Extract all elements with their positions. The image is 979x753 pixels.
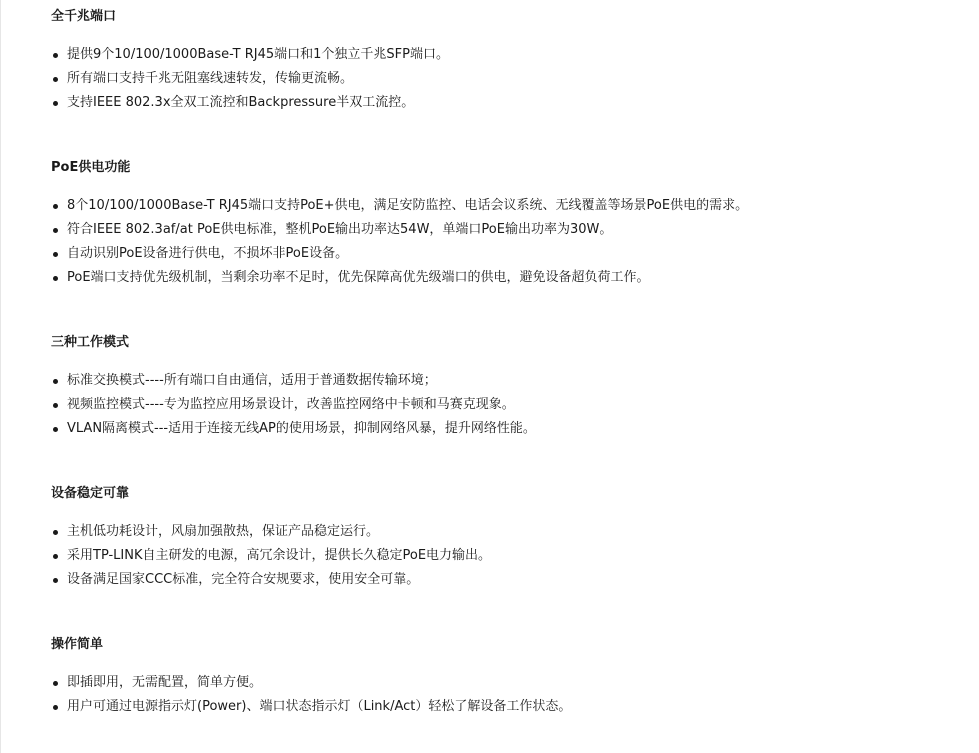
list-item	[51, 266, 748, 290]
list-item-text: 主机低功耗设计，风扇加强散热，保证产品稳定运行。	[67, 524, 380, 539]
bullet-icon	[53, 681, 58, 686]
list-item-text: 所有端口支持千兆无阻塞线速转发，传输更流畅。	[67, 71, 354, 86]
list-item-text: 8个10/100/1000Base-T RJ45端口支持PoE+供电，满足安防监控、电话会议系统、无线覆盖等场景PoE供电的需求。	[67, 198, 749, 213]
section-title: 操作简单	[51, 637, 104, 652]
feature-list	[51, 369, 536, 441]
bullet-icon	[53, 554, 58, 559]
list-item	[51, 671, 571, 695]
bullet-icon	[53, 705, 58, 710]
list-item	[51, 544, 491, 568]
bullet-icon	[53, 403, 58, 408]
section-title: 三种工作模式	[51, 335, 130, 350]
list-item	[51, 568, 491, 592]
list-item	[51, 417, 536, 441]
list-item-text: 符合IEEE 802.3af/at PoE供电标准，整机PoE输出功率达54W，单端口PoE输出功率为30W。	[67, 222, 613, 237]
page-left-border	[0, 0, 1, 753]
list-item	[51, 393, 536, 417]
bullet-icon	[53, 276, 58, 281]
section-title: 设备稳定可靠	[51, 486, 130, 501]
bullet-icon	[53, 101, 58, 106]
list-item-text: 标准交换模式----所有端口自由通信，适用于普通数据传输环境；	[67, 373, 437, 388]
list-item-text: 设备满足国家CCC标准，完全符合安规要求，使用安全可靠。	[67, 572, 420, 587]
list-item	[51, 91, 449, 115]
bullet-icon	[53, 228, 58, 233]
feature-list	[51, 671, 571, 719]
bullet-icon	[53, 204, 58, 209]
list-item	[51, 43, 449, 67]
bullet-icon	[53, 379, 58, 384]
list-item	[51, 520, 491, 544]
bullet-icon	[53, 53, 58, 58]
list-item-text: 视频监控模式----专为监控应用场景设计，改善监控网络中卡顿和马赛克现象。	[67, 397, 515, 412]
list-item	[51, 242, 748, 266]
bullet-icon	[53, 530, 58, 535]
feature-list	[51, 194, 748, 290]
section-title: 全千兆端口	[51, 9, 117, 24]
list-item-text: 自动识别PoE设备进行供电，不损坏非PoE设备。	[67, 246, 349, 261]
list-item	[51, 695, 571, 719]
feature-list	[51, 520, 491, 592]
feature-list	[51, 43, 449, 115]
list-item-text: 支持IEEE 802.3x全双工流控和Backpressure半双工流控。	[67, 95, 415, 110]
bullet-icon	[53, 578, 58, 583]
list-item-text: 采用TP-LINK自主研发的电源，高冗余设计，提供长久稳定PoE电力输出。	[67, 548, 492, 563]
section-title: PoE供电功能	[51, 160, 131, 175]
list-item	[51, 369, 536, 393]
list-item-text: 即插即用，无需配置，简单方便。	[67, 675, 263, 690]
list-item	[51, 218, 748, 242]
list-item-text: 提供9个10/100/1000Base-T RJ45端口和1个独立千兆SFP端口。	[67, 47, 449, 62]
list-item	[51, 194, 748, 218]
list-item-text: VLAN隔离模式---适用于连接无线AP的使用场景，抑制网络风暴，提升网络性能。	[67, 421, 536, 436]
bullet-icon	[53, 77, 58, 82]
bullet-icon	[53, 427, 58, 432]
bullet-icon	[53, 252, 58, 257]
list-item	[51, 67, 449, 91]
list-item-text: PoE端口支持优先级机制，当剩余功率不足时，优先保障高优先级端口的供电，避免设备超负荷工作。	[67, 270, 650, 285]
list-item-text: 用户可通过电源指示灯(Power)、端口状态指示灯（Link/Act）轻松了解设备工作状态。	[67, 699, 572, 714]
